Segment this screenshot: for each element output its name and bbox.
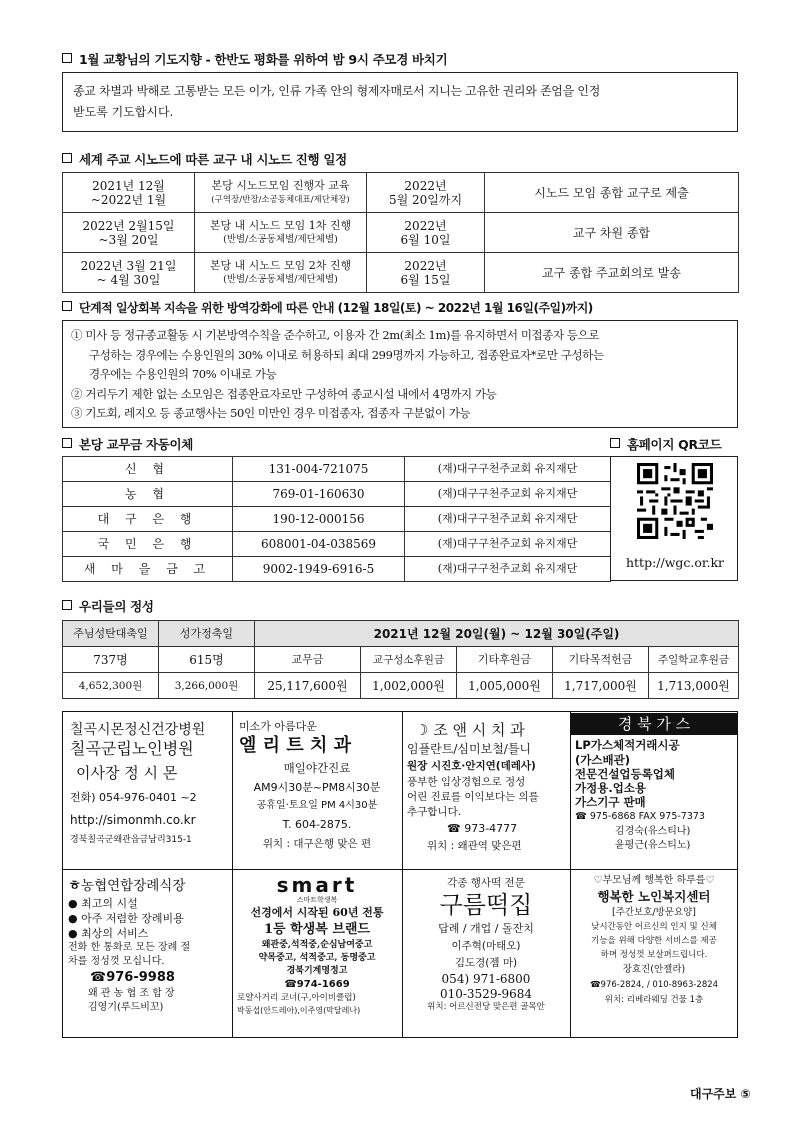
ad-elite-dental: 미소가 아름다운 엘 리 트 치 과 매일야간진료 AM9시30분~PM8시30분 공휴일·토요일 PM 4시30분 T. 604-2875. 위치 : 대구은행 맞은 편: [239, 720, 381, 850]
square-bullet-icon: [62, 600, 72, 610]
square-bullet-icon: [62, 153, 72, 163]
phone-icon: ☎: [90, 970, 107, 985]
offerings-table: [62, 620, 739, 699]
synod-schedule-table: [62, 172, 739, 293]
synod-schedule-title: 세계 주교 시노드에 따른 교구 내 시노드 진행 일정: [62, 150, 347, 168]
phone-icon: ☎: [575, 811, 590, 822]
table-row: 2022년 2월15일 ~3월 20일 본당 내 시노드 모임 1차 진행 (반별/소공동체별/제단체별) 2022년 6월 10일 교구 차원 종합: [63, 213, 739, 253]
nh-logo-icon: ㅎ: [68, 878, 82, 894]
square-bullet-icon: [62, 438, 72, 448]
phone-icon: ☎: [284, 979, 297, 990]
ad-funeral-hall: ㅎ농협연합장례식장 ● 최고의 시설 ● 아주 저렴한 장례비용 ● 최상의 서비스 전화 한 통화로 모든 장례 절 차를 정성껏 모십니다. ☎976-9988 왜 관 농 협 조 합 장 김영기(루드비꼬): [68, 878, 191, 1013]
square-bullet-icon: [610, 438, 620, 448]
homepage-url[interactable]: http://wgc.or.kr: [625, 555, 725, 570]
ad-gyeongbuk-gas: 경 북 가 스 LP가스체적거래시공 (가스배관) 전문건설업등록업체 가정용.업소용 가스기구 판매 ☎ 975-6868 FAX 975-7373 김경숙(유스티나) 윤평근(유스티노): [571, 713, 737, 867]
table-row: 신 협 131-004-721075 (재)대구구천주교회 유지재단: [63, 457, 611, 482]
qr-title: 홈페이지 QR코드: [610, 435, 721, 453]
ad-hospital: 칠곡시몬정신건강병원 칠곡군립노인병원 이사장 정 시 몬 전화) 054-976-0401 ~2 http://simonmh.co.kr 경북칠곡군왜관읍금남리315-1: [70, 722, 206, 845]
bullet-icon: ●: [68, 897, 82, 910]
qr-box: [610, 456, 738, 581]
phone-icon: ☎: [589, 980, 601, 990]
offerings-title: 우리들의 정성: [62, 597, 154, 615]
quarantine-notice-box: ① 미사 등 정규종교활동 시 기본방역수칙을 준수하고, 이용자 간 2m(최소 1m)를 유지하면서 미접종자 등으로 구성하는 경우에는 수용인원의 30% 이내로 허용하되 최대 299명까지 가능하고, 접종완료자*로만 구성하는 경우에는 수용인원의 70% 이내로 가능 ② 거리두기 제한 없는 소모임은 접종완료자로만 구성하여 종교시설 내에서 4명까지 가능 ③ 기도회, 레지오 등 종교행사는 50인 미만인 경우 미접종자, 접종자 구분없이 가능: [62, 320, 738, 428]
table-row: 농 협 769-01-160630 (재)대구구천주교회 유지재단: [63, 482, 611, 507]
table-row: 주님성탄대축일 성가정축일 2021년 12월 20일(월) ~ 12월 30일(주일): [63, 621, 739, 647]
qr-code-icon[interactable]: [637, 463, 713, 539]
ad-rice-cake-shop: 각종 행사떡 전문 구름떡집 답례 / 개업 / 돌잔치 이주혁(마태오) 김도경(젬 마) 054) 971-6800 010-3529-9684 위치: 어르신전당 맞은편 골목안: [427, 877, 545, 1012]
bullet-icon: ●: [68, 912, 82, 925]
table-row: 국 민 은 행 608001-04-038569 (재)대구구천주교회 유지재단: [63, 532, 611, 557]
ad-joan-dental: ☽ 조 앤 시 치 과 임플란트/심미보철/틀니 원장 시진호·안지연(데레사) 풍부한 임상경험으로 정성 어린 진료를 이익보다는 의를 추구합니다. ☎ 973-4777 위치 : 왜관역 맞은편: [407, 721, 539, 852]
table-row: 대 구 은 행 190-12-000156 (재)대구구천주교회 유지재단: [63, 507, 611, 532]
auto-transfer-title: 본당 교무금 자동이체: [62, 435, 193, 453]
tooth-icon: ☽: [415, 721, 434, 739]
quarantine-notice-title: 단계적 일상회복 지속을 위한 방역강화에 따른 안내 (12월 18일(토) ~ 2022년 1월 16일(주일)까지): [62, 299, 593, 316]
phone-icon: ☎: [447, 822, 465, 835]
table-row: 2021년 12월 ~2022년 1월 본당 시노드모임 진행자 교육 (구역장/반장/소공동체대표/제단체장) 2022년 5월 20일까지 시노드 모임 종합 교구로 제출: [63, 173, 739, 213]
page-footer: 대구주보 ⑤: [690, 1087, 751, 1101]
bank-accounts-table: [62, 456, 611, 582]
table-row: 2022년 3월 21일 ~ 4월 30일 본당 내 시노드 모임 2차 진행 (반별/소공동체별/제단체별) 2022년 6월 15일 교구 종합 주교회의로 발송: [63, 253, 739, 293]
prayer-intention-box: 종교 차별과 박해로 고통받는 모든 이가, 인류 가족 안의 형제자매로서 지니는 고유한 권리와 존엄을 인정 받도록 기도합시다.: [62, 72, 738, 132]
table-row: 새 마 을 금 고 9002-1949-6916-5 (재)대구구천주교회 유지재단: [63, 557, 611, 582]
prayer-intention-title: 1월 교황님의 기도지향 - 한반도 평화를 위하여 밤 9시 주모경 바치기: [62, 50, 447, 68]
table-row: 4,652,300원 3,266,000원 25,117,600원 1,002,000원 1,005,000원 1,717,000원 1,713,000원: [63, 673, 739, 699]
square-bullet-icon: [62, 301, 72, 311]
square-bullet-icon: [62, 53, 72, 63]
ad-smart-uniform: smart 스마트학생복 선경에서 시작된 60년 전통 1등 학생복 브랜드 왜관중,석적중,순심남여중고 약목중고, 석적중고, 동명중고 경북기계명정고 ☎974-1669 로얄사거리 코너(구,아이비클럽) 박동섭(안드레아),이주영(막달레나): [237, 874, 384, 1015]
table-row: 737명 615명 교무금 교구성소후원금 기타후원금 기타목적헌금 주일학교후원금: [63, 647, 739, 673]
ad-senior-welfare-center: ♡부모님께 행복한 하루를♡ 행복한 노인복지센터 [주간보호/방문요양] 낮시간동안 어르신의 인지 및 신체 기능을 위해 다양한 서비스를 제공 하며 정성껏 보살펴드립니다. 장효진(안젤라) ☎976-2824, / 010-8963-2824 위치: 리베라웨딩 건물 1층: [589, 875, 719, 1005]
bullet-icon: ●: [68, 927, 82, 940]
